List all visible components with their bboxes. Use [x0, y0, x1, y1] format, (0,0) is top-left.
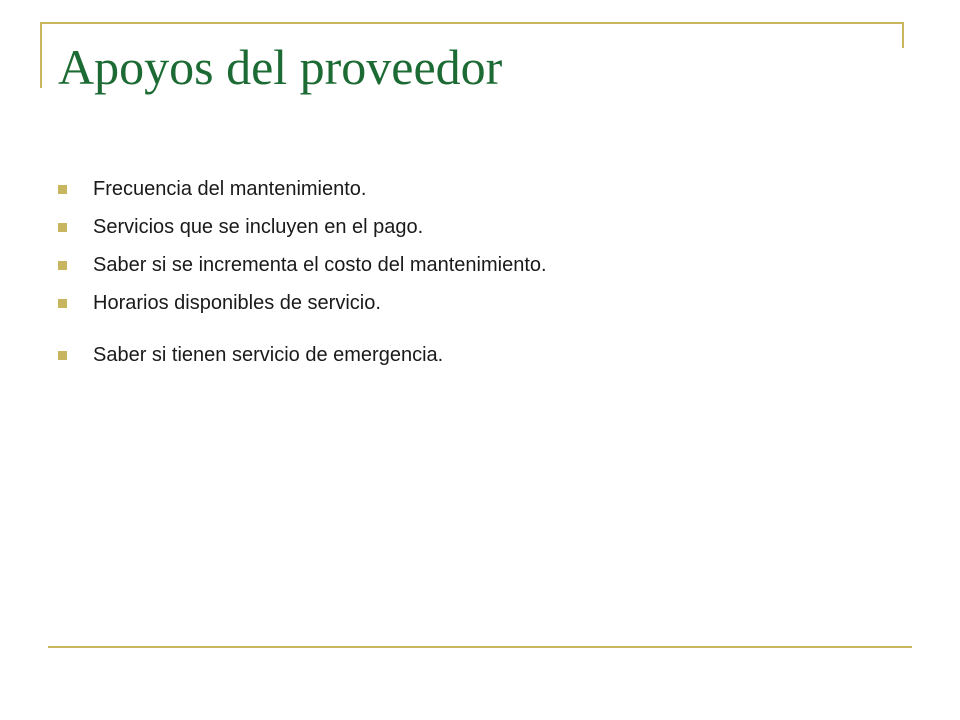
frame-line-right: [902, 22, 904, 48]
bullet-item: [58, 246, 547, 284]
frame-line-left: [40, 22, 42, 88]
square-bullet-icon: [58, 351, 67, 360]
bullet-text: Saber si tienen servicio de emergencia.: [93, 343, 444, 366]
bullet-text: Servicios que se incluyen en el pago.: [93, 215, 424, 238]
square-bullet-icon: [58, 185, 67, 194]
bullet-item: [58, 284, 547, 322]
bullet-item: [58, 336, 547, 374]
bullet-list: [58, 170, 547, 374]
slide-title: Apoyos del proveedor: [58, 39, 503, 95]
bullet-text: Frecuencia del mantenimiento.: [93, 177, 367, 200]
bullet-text: Horarios disponibles de servicio.: [93, 291, 381, 314]
bullet-text: Saber si se incrementa el costo del mantenimiento.: [93, 253, 547, 276]
bullet-item: [58, 170, 547, 208]
square-bullet-icon: [58, 223, 67, 232]
frame-line-bottom: [48, 646, 912, 648]
square-bullet-icon: [58, 299, 67, 308]
frame-line-top: [40, 22, 904, 24]
bullet-item: [58, 208, 547, 246]
square-bullet-icon: [58, 261, 67, 270]
